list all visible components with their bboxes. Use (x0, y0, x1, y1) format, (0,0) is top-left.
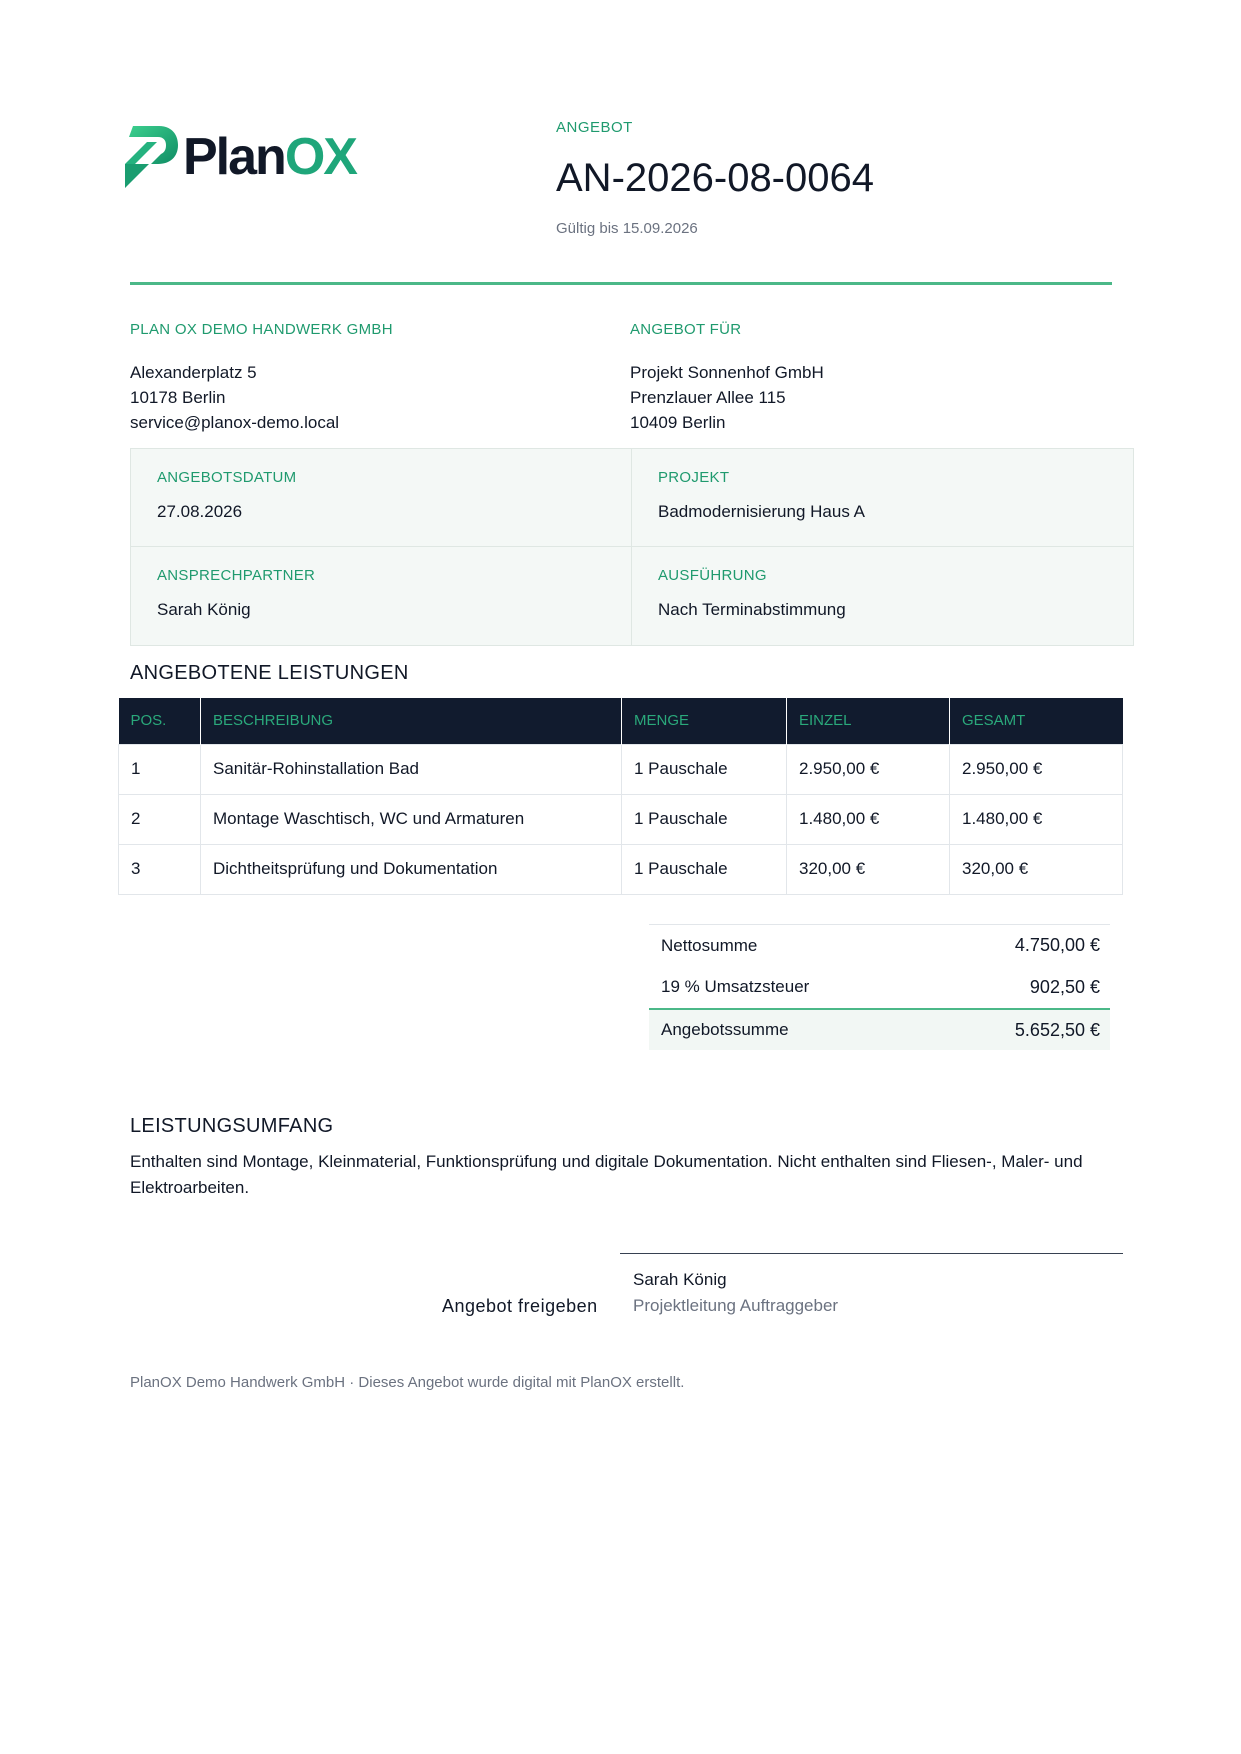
totals-block (649, 924, 1110, 1050)
recipient-company: Projekt Sonnenhof GmbH (630, 363, 824, 382)
table-row (119, 794, 1123, 844)
scope-title: LEISTUNGSUMFANG (130, 1115, 334, 1137)
sender-city: 10178 Berlin (130, 388, 226, 407)
recipient-block (630, 321, 1090, 435)
document-type: ANGEBOT (556, 119, 633, 136)
recipient-city: 10409 Berlin (630, 413, 726, 432)
net-total-row (649, 924, 1110, 966)
row-pos: 2 (119, 794, 201, 844)
vat-row (649, 966, 1110, 1008)
sender-block (130, 321, 590, 435)
sender-street: Alexanderplatz 5 (130, 363, 257, 382)
row-unit-price: 2.950,00 € (787, 744, 950, 794)
row-total: 1.480,00 € (950, 794, 1123, 844)
row-quantity: 1 Pauschale (622, 744, 787, 794)
col-total: GESAMT (950, 698, 1123, 744)
meta-project: PROJEKT Badmodernisierung Haus A (632, 449, 1133, 547)
services-table (118, 698, 1123, 895)
signatory-name: Sarah König (633, 1270, 727, 1289)
header-divider (130, 282, 1112, 285)
net-total-label: Nettosumme (661, 935, 758, 955)
col-unit-price: EINZEL (787, 698, 950, 744)
row-pos: 1 (119, 744, 201, 794)
row-quantity: 1 Pauschale (622, 844, 787, 894)
row-description: Sanitär-Rohinstallation Bad (201, 744, 622, 794)
planox-mark-icon (123, 124, 179, 190)
table-row (119, 844, 1123, 894)
grand-total-row (649, 1008, 1110, 1050)
vat-value: 902,50 € (1029, 976, 1100, 997)
table-header-row (119, 698, 1123, 744)
meta-offer-date: ANGEBOTSDATUM 27.08.2026 (131, 449, 632, 547)
document-header (556, 119, 874, 237)
sender-email: service@planox-demo.local (130, 413, 340, 432)
recipient-label: ANGEBOT FÜR (630, 321, 742, 338)
col-description: BESCHREIBUNG (201, 698, 622, 744)
company-logo (123, 124, 383, 190)
row-quantity: 1 Pauschale (622, 794, 787, 844)
row-pos: 3 (119, 844, 201, 894)
row-unit-price: 1.480,00 € (787, 794, 950, 844)
recipient-street: Prenzlauer Allee 115 (630, 388, 786, 407)
table-row (119, 744, 1123, 794)
meta-contact: ANSPRECHPARTNER Sarah König (131, 547, 632, 645)
row-description: Montage Waschtisch, WC und Armaturen (201, 794, 622, 844)
vat-label: 19 % Umsatzsteuer (661, 977, 810, 996)
valid-until: Gültig bis 15.09.2026 (556, 220, 698, 237)
services-title: ANGEBOTENE LEISTUNGEN (130, 662, 409, 684)
offer-meta-grid (130, 448, 1134, 646)
signature-line (620, 1253, 1123, 1254)
footer-note: PlanOX Demo Handwerk GmbH · Dieses Angebot wurde digital mit PlanOX erstellt. (130, 1374, 685, 1391)
net-total-value: 4.750,00 € (1014, 935, 1100, 955)
grand-total-label: Angebotssumme (661, 1020, 789, 1039)
document-number: AN-2026-08-0064 (556, 156, 874, 200)
col-pos: POS. (119, 698, 201, 744)
row-total: 2.950,00 € (950, 744, 1123, 794)
row-total: 320,00 € (950, 844, 1123, 894)
meta-execution: AUSFÜHRUNG Nach Terminabstimmung (658, 567, 846, 619)
row-description: Dichtheitsprüfung und Dokumentation (201, 844, 622, 894)
signatory-role: Projektleitung Auftraggeber (633, 1296, 839, 1315)
sender-label: PLAN OX DEMO HANDWERK GMBH (130, 321, 393, 338)
row-unit-price: 320,00 € (787, 844, 950, 894)
logo-wordmark: PlanOX (183, 128, 356, 186)
scope-text: Enthalten sind Montage, Kleinmaterial, Funktionsprüfung und digitale Dokumentation. Nicht enthalten sind Fliesen-, Maler- und Elektroarbeiten. (130, 1152, 1083, 1197)
col-quantity: MENGE (622, 698, 787, 744)
grand-total-value: 5.652,50 € (1014, 1019, 1100, 1040)
approve-offer-label: Angebot freigeben (442, 1296, 598, 1316)
